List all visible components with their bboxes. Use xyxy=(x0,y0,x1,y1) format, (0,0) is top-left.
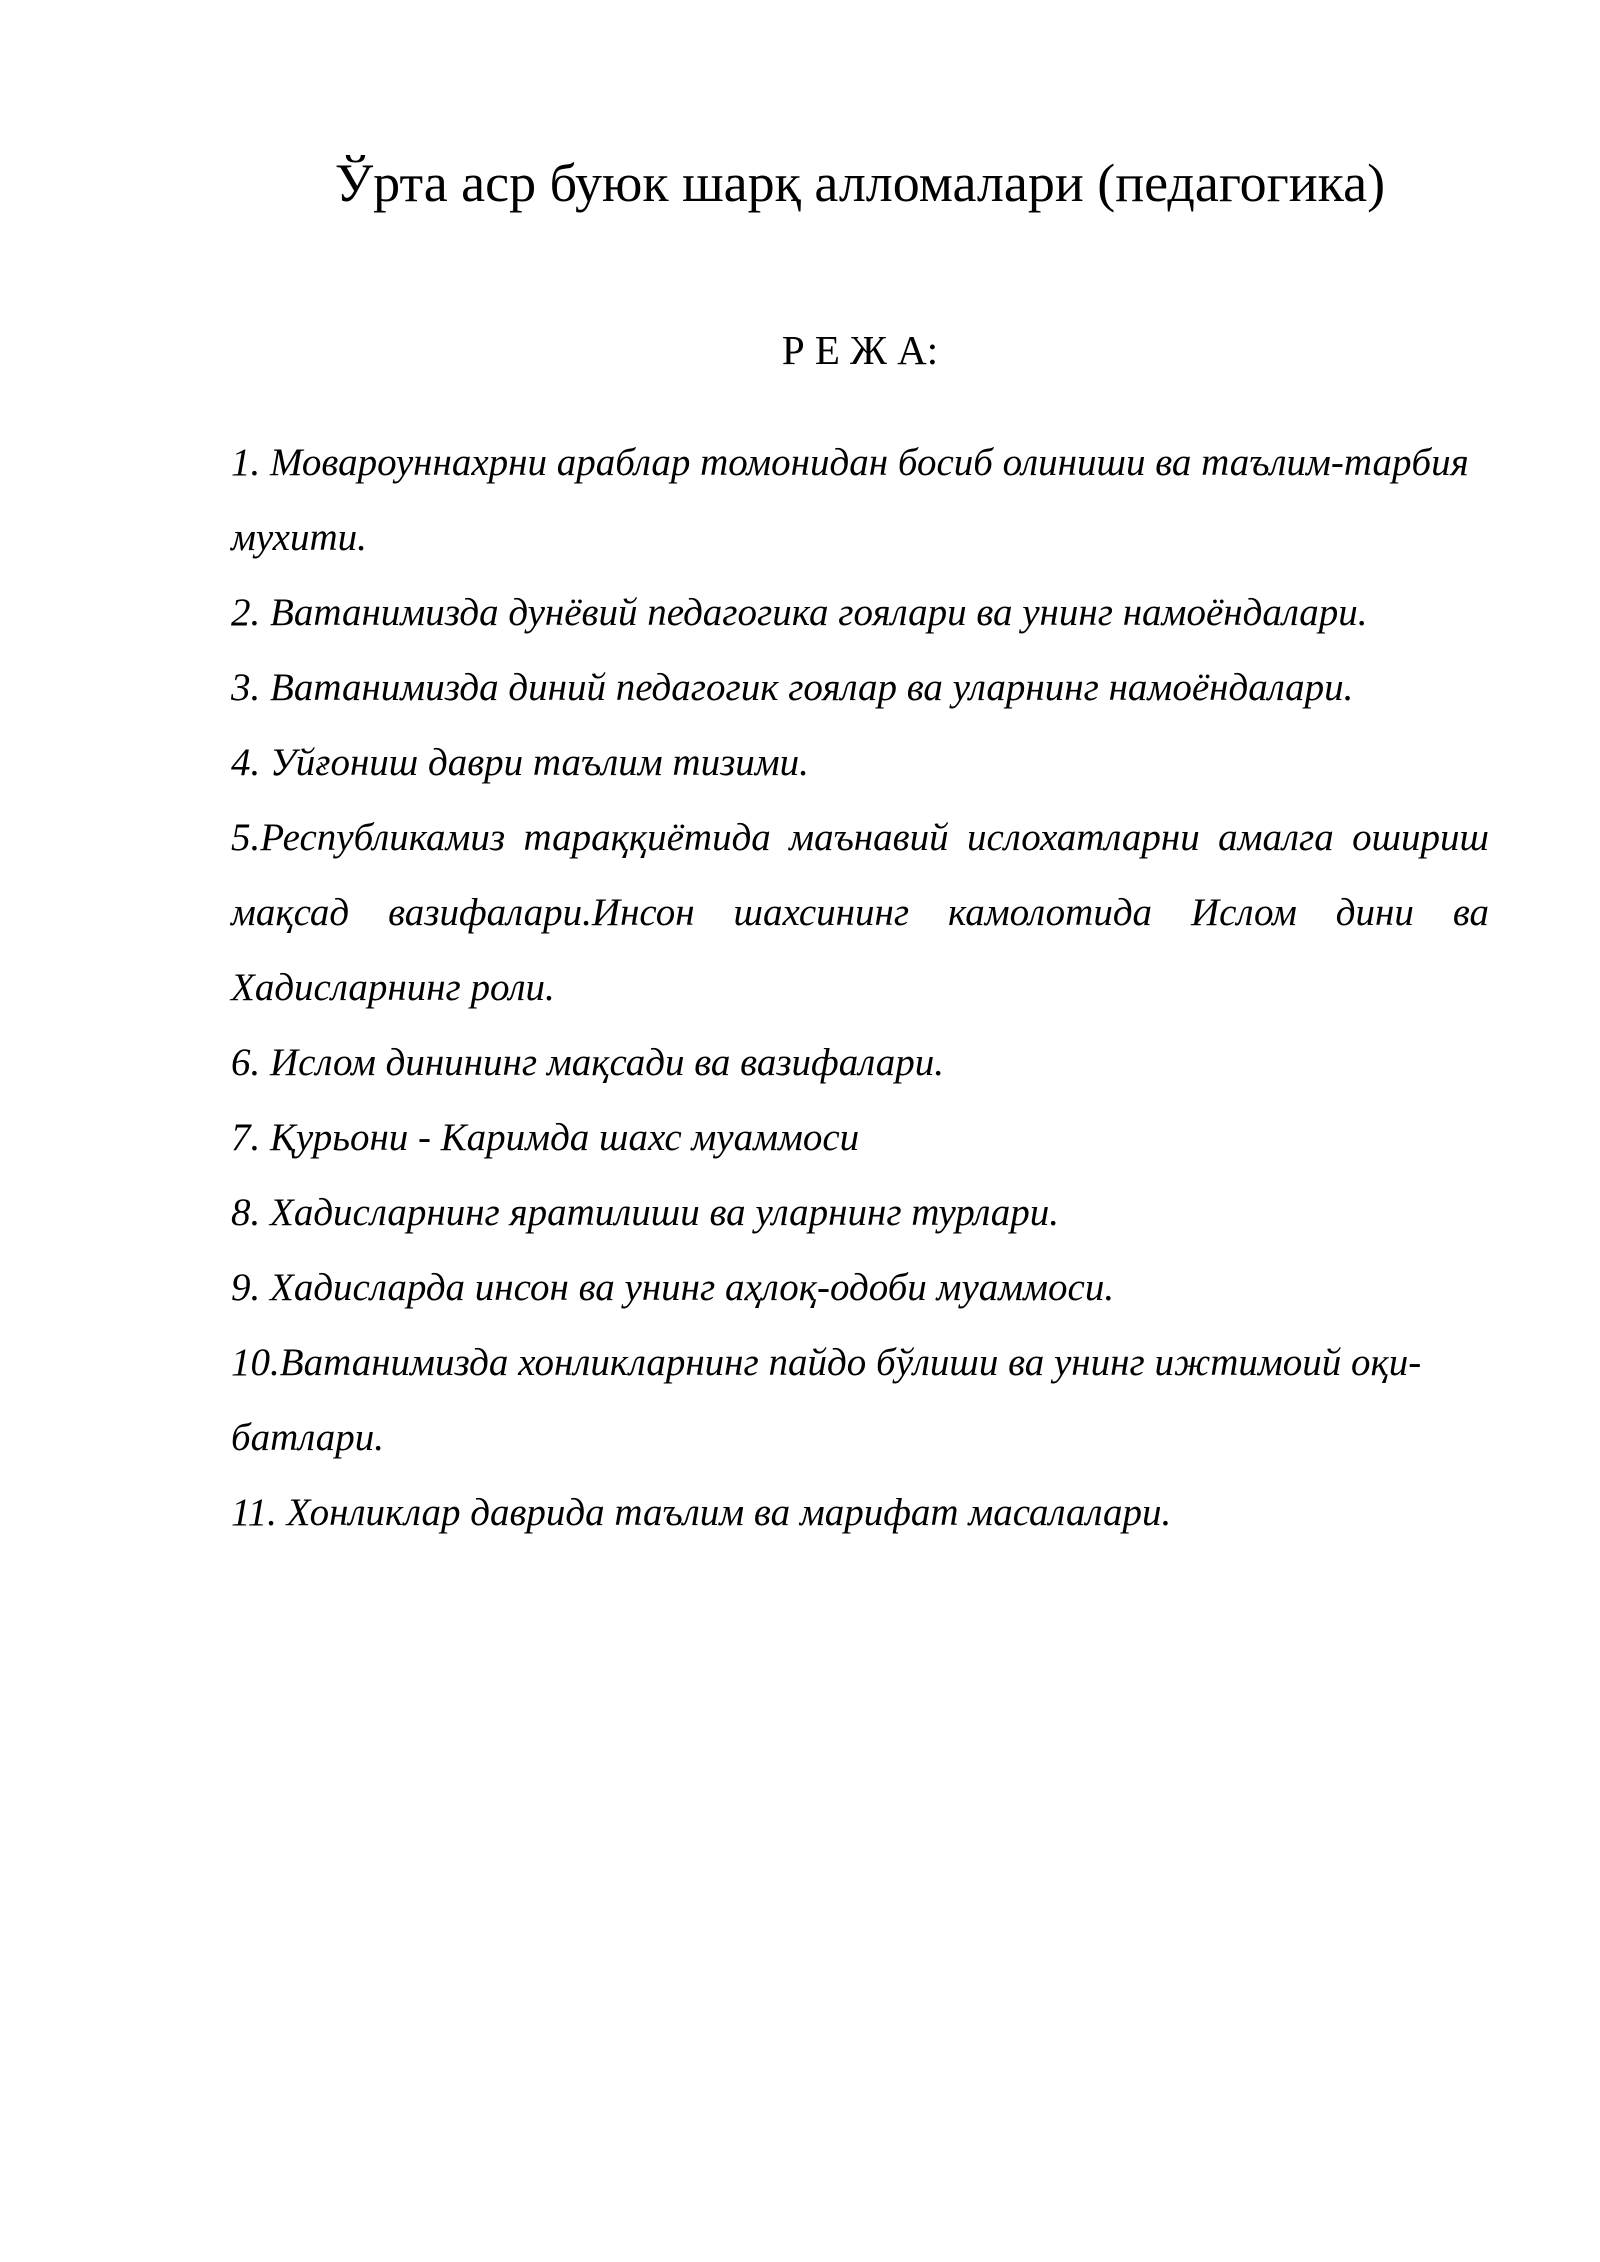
plan-list xyxy=(231,425,1489,1550)
plan-item-3: 3. Ватанимизда диний педагогик гоялар ва уларнинг намоёндалари. xyxy=(231,666,1354,709)
plan-item-8: 8. Хадисларнинг яратилиши ва уларнинг турлари. xyxy=(231,1191,1060,1234)
plan-item-4: 4. Уйғониш даври таълим тизими. xyxy=(231,741,809,784)
plan-item-5: 5.Республикамиз тараққиётида маънавий ислохатларни амалга ошириш мақсад вазифалари.Инсон шахсининг камолотида Ислом дини ва Хадисларнинг роли. xyxy=(231,816,1489,1009)
document-title: Ўрта аср буюк шарқ алломалари (педагогика) xyxy=(334,153,1386,213)
plan-item-9: 9. Хадисларда инсон ва унинг аҳлоқ-одоби муаммоси. xyxy=(231,1266,1115,1309)
plan-item-6: 6. Ислом динининг мақсади ва вазифалари. xyxy=(231,1041,944,1084)
plan-item-10-continuation: батлари. xyxy=(231,1416,385,1459)
plan-item-10: 10.Ватанимизда хонликларнинг пайдо бўлиши ва унинг ижтимоий оқи- xyxy=(231,1341,1422,1384)
plan-heading: Р Е Ж А: xyxy=(781,327,939,373)
plan-item-7: 7. Қурьони - Каримда шахс муаммоси xyxy=(231,1116,860,1159)
plan-item-1: 1. Мовароуннахрни араблар томонидан босиб олиниши ва таълим-тарбия мухити. xyxy=(231,441,1469,559)
plan-item-11: 11. Хонликлар даврида таълим ва марифат масалалари. xyxy=(231,1491,1172,1534)
plan-item-2: 2. Ватанимизда дунёвий педагогика гоялари ва унинг намоёндалари. xyxy=(231,591,1368,634)
